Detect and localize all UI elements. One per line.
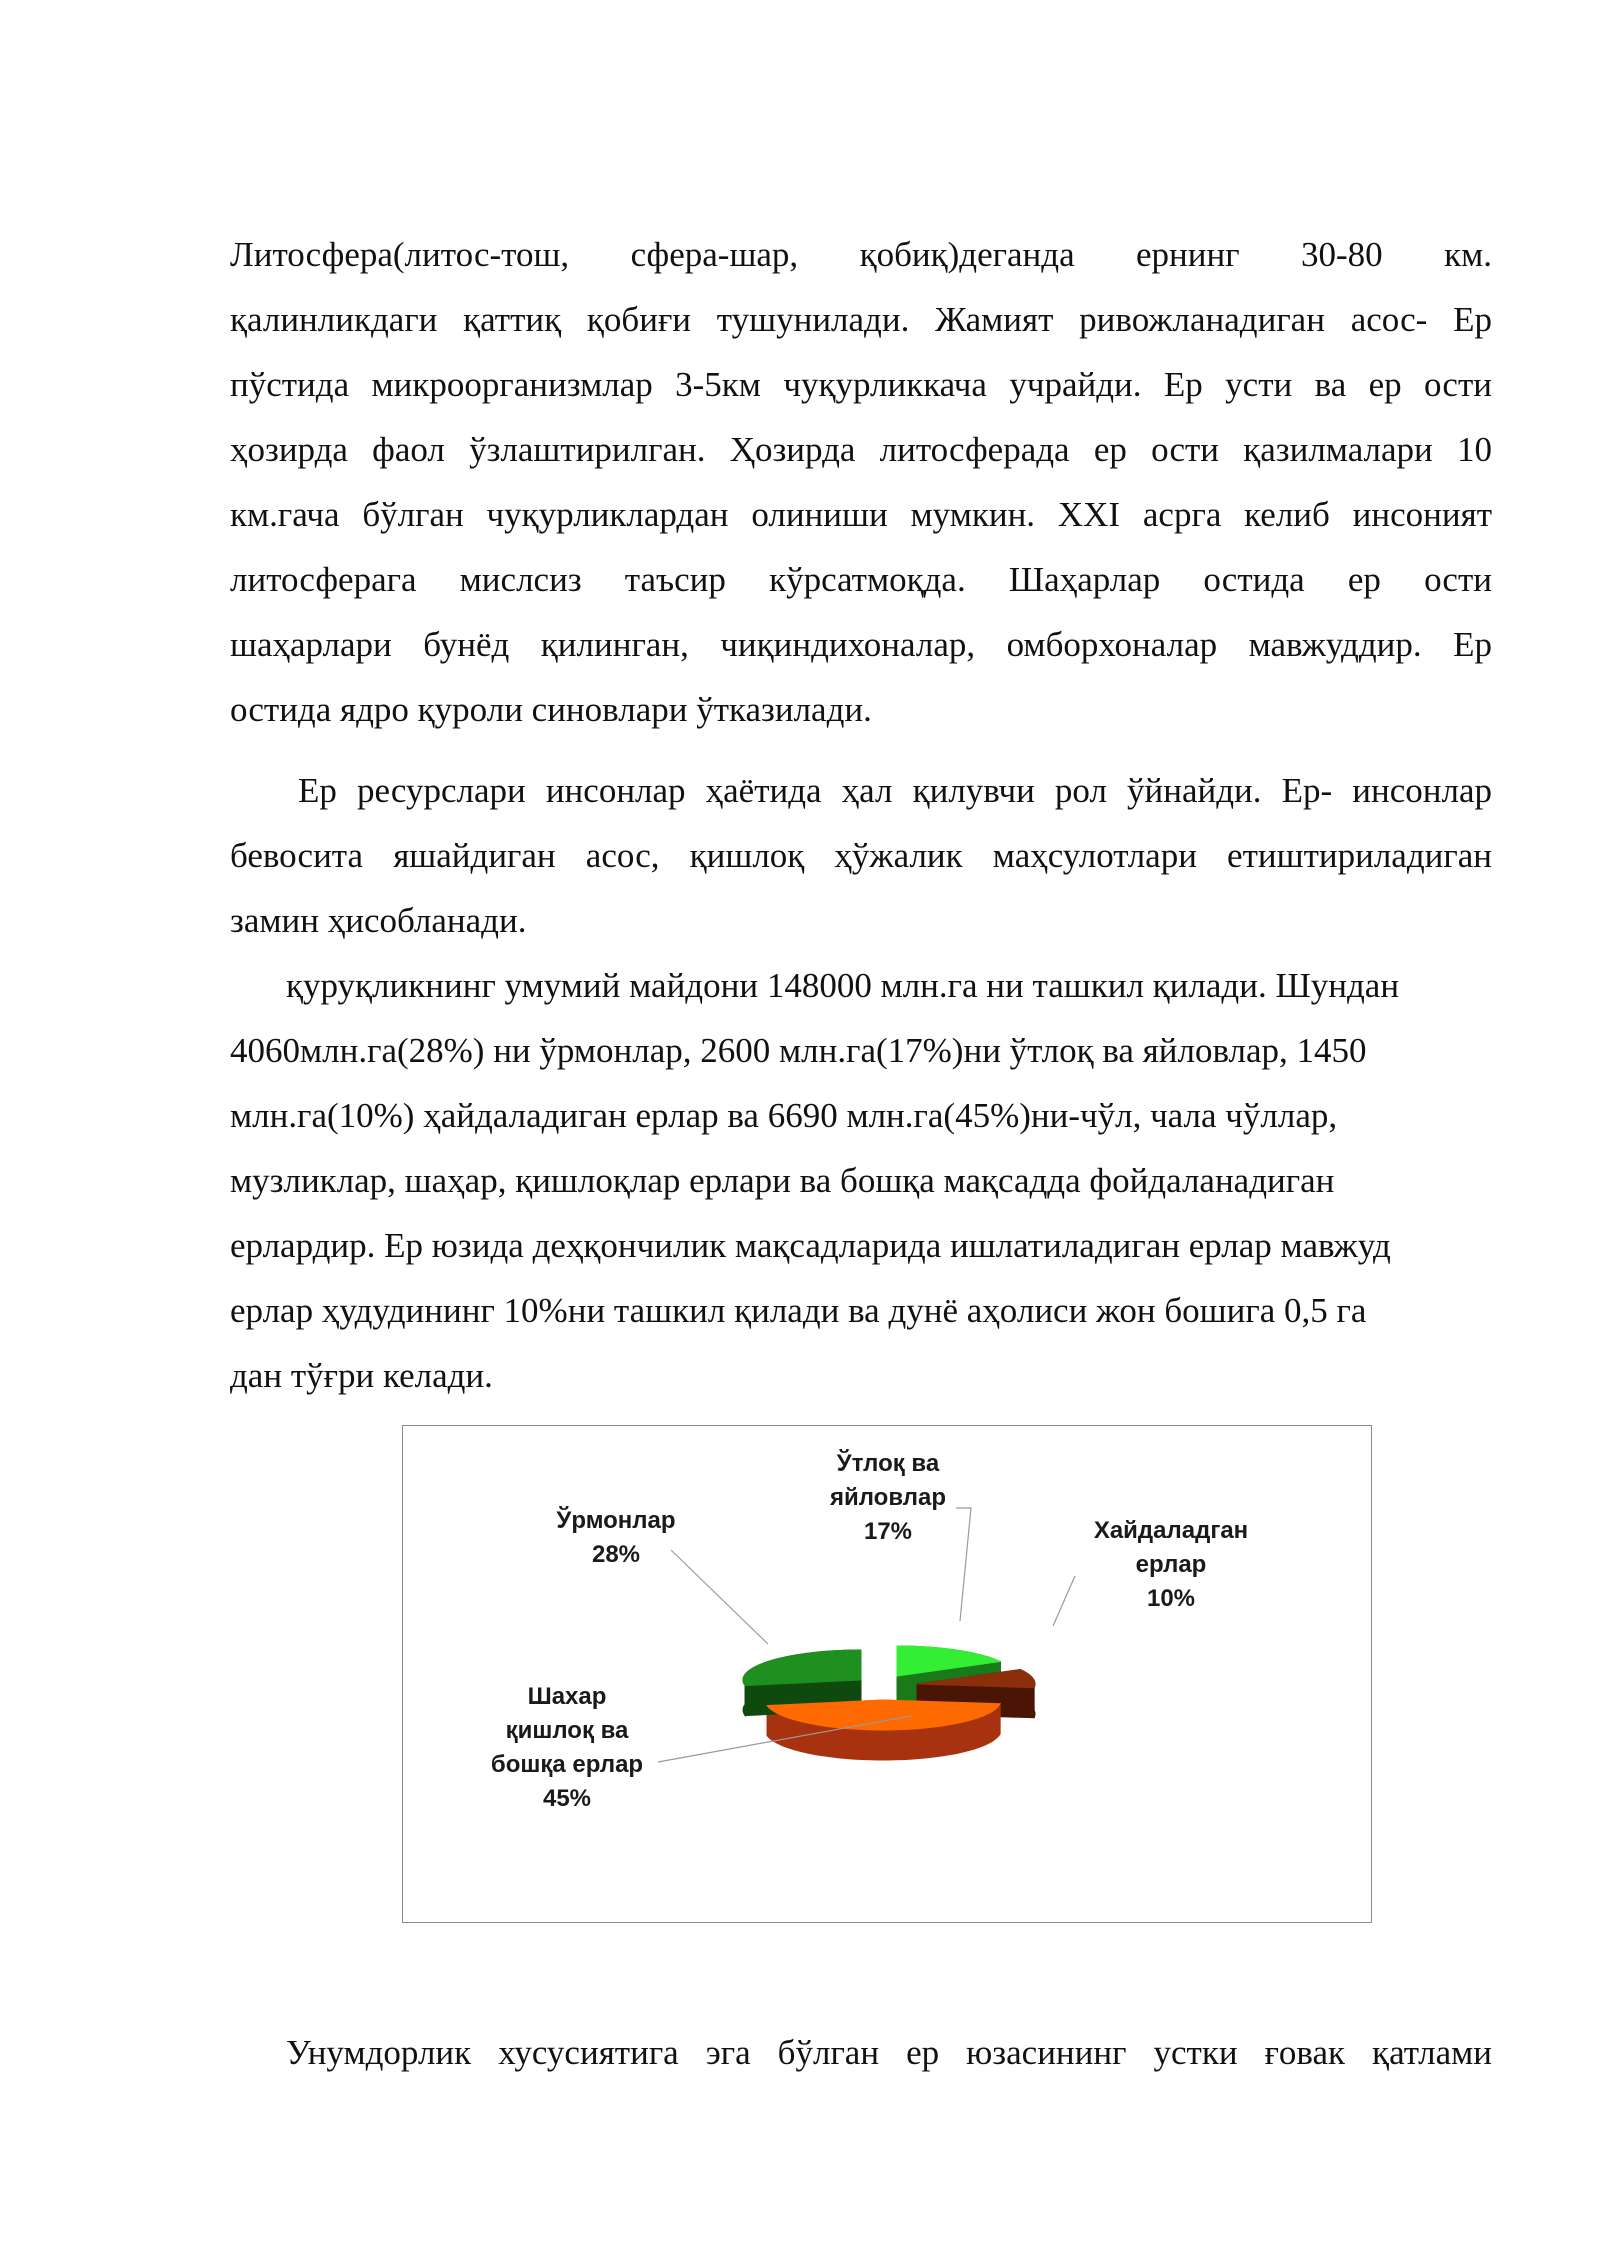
land-use-pie-chart [402, 1425, 1372, 1923]
text-line: дан тўғри келади. [230, 1356, 493, 1395]
text-line: ҳозирда фаол ўзлаштирилган. Ҳозирда литосферада ер ости қазилмалари 10 [230, 430, 1492, 469]
pie-slice-label: Ўтлоқ ва яйловлар 17% [829, 1450, 947, 1545]
text-line: замин ҳисобланади. [230, 901, 527, 940]
paragraph-land-area [230, 953, 1492, 1408]
pie-leader-line [671, 1550, 768, 1644]
paragraph-land-resources [230, 758, 1492, 953]
text-line: ерлардир. Ер юзида деҳқончилик мақсадларида ишлатиладиган ерлар мавжуд [230, 1226, 1391, 1265]
text-line: млн.га(10%) ҳайдаладиган ерлар ва 6690 млн.га(45%)ни-чўл, чала чўллар, [230, 1096, 1338, 1135]
pie-slice-label: Ўрмонлар 28% [556, 1507, 676, 1568]
text-line: бевосита яшайдиган асос, қишлоқ ҳўжалик маҳсулотлари етиштириладиган [230, 836, 1492, 875]
pie-slice-label: Шахар қишлоқ ва бошқа ерлар 45% [490, 1683, 644, 1812]
pie-slice [743, 1650, 861, 1686]
pie-leader-line [956, 1508, 971, 1621]
text-line: Литосфера(литос-тош, сфера-шар, қобиқ)деганда ернинг 30-80 км. [230, 235, 1492, 274]
text-line: музликлар, шаҳар, қишлоқлар ерлари ва бошқа мақсадда фойдаланадиган [230, 1161, 1335, 1200]
paragraph-lithosphere [230, 222, 1492, 742]
text-line: литосферага мислсиз таъсир кўрсатмоқда. Шаҳарлар остида ер ости [230, 560, 1492, 599]
text-line: км.гача бўлган чуқурликлардан олиниши мумкин. XXI асрга келиб инсоният [230, 495, 1492, 534]
text-line: қалинликдаги қаттиқ қобиғи тушунилади. Жамият ривожланадиган асос- Ер [230, 300, 1492, 339]
text-line: қуруқликнинг умумий майдони 148000 млн.га ни ташкил қилади. Шундан [286, 966, 1400, 1005]
text-line: шаҳарлари бунёд қилинган, чиқиндихоналар, омборхоналар мавжуддир. Ер [230, 625, 1492, 664]
text-line: остида ядро қуроли синовлари ўтказилади. [230, 690, 872, 729]
text-line: Ер ресурслари инсонлар ҳаётида ҳал қилувчи рол ўйнайди. Ер- инсонлар [298, 771, 1492, 810]
pie-chart-svg [403, 1426, 1373, 1924]
paragraph-soil-layer [230, 2020, 1492, 2085]
text-line: Унумдорлик хусусиятига эга бўлган ер юзасининг устки ғовак қатлами [286, 2033, 1492, 2072]
text-line: пўстида микроорганизмлар 3-5км чуқурликкача учрайди. Ер усти ва ер ости [230, 365, 1492, 404]
text-line: 4060млн.га(28%) ни ўрмонлар, 2600 млн.га(17%)ни ўтлоқ ва яйловлар, 1450 [230, 1031, 1367, 1070]
pie-slice-label: Хайдаладган ерлар 10% [1093, 1517, 1249, 1612]
text-line: ерлар ҳудудининг 10%ни ташкил қилади ва дунё аҳолиси жон бошига 0,5 га [230, 1291, 1367, 1330]
pie-leader-line [1053, 1576, 1075, 1626]
